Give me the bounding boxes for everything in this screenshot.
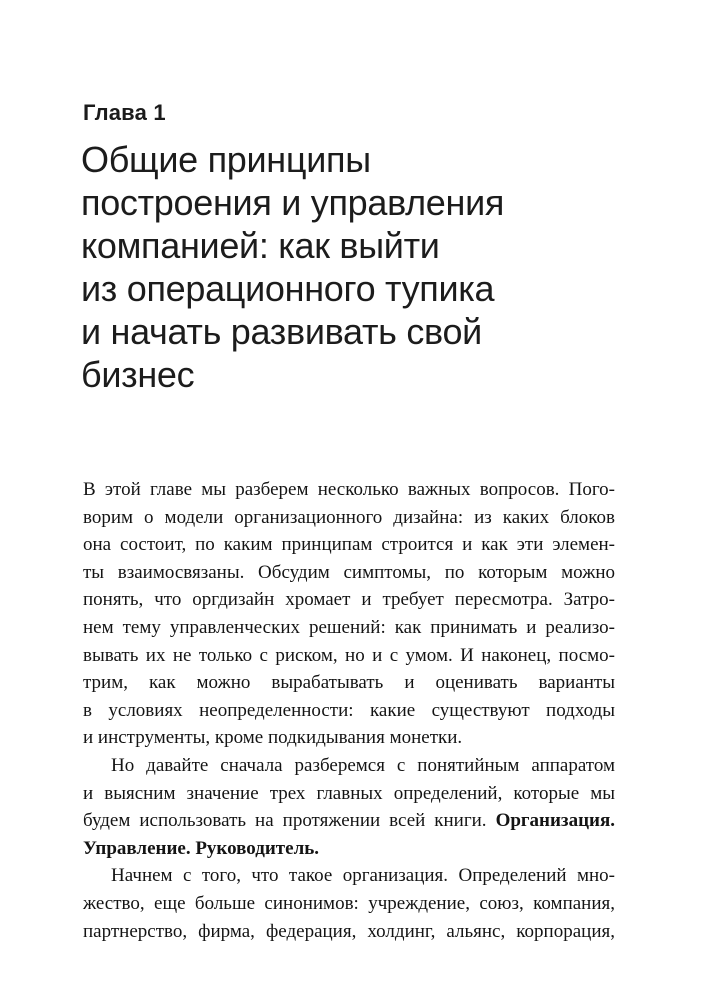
body-line: Но давайте сначала разберемся с понятийным аппаратом xyxy=(111,754,615,776)
chapter-label: Глава 1 xyxy=(83,100,166,125)
body-line: Начнем с того, что такое организация. Определений мно- xyxy=(111,865,615,887)
body-line: она состоит, по каким принципам строится и как эти элемен- xyxy=(83,534,615,556)
body-line xyxy=(83,807,615,835)
body-line: нем тему управленческих решений: как принимать и реализо- xyxy=(83,616,615,638)
body-line: ворим о модели организационного дизайна: из каких блоков xyxy=(83,506,615,528)
title-line: из операционного тупика xyxy=(81,268,495,309)
title-line: компанией: как выйти xyxy=(81,225,440,266)
body-line-text: будем использовать на протяжении всей книги. xyxy=(83,810,487,832)
body-line: трим, как можно вырабатывать и оценивать варианты xyxy=(83,672,615,694)
title-line: и начать развивать свой xyxy=(81,311,482,352)
body-line: и выясним значение трех главных определений, которые мы xyxy=(83,782,615,804)
body-line: понять, что оргдизайн хромает и требует пересмотра. Затро- xyxy=(83,589,615,611)
body-line: и инструменты, кроме подкидывания монетки. xyxy=(83,727,463,749)
body-text xyxy=(83,476,615,945)
body-line xyxy=(83,835,615,863)
body-line: жество, еще больше синонимов: учреждение, союз, компания, xyxy=(83,892,615,914)
body-line: В этой главе мы разберем несколько важных вопросов. Пого- xyxy=(83,479,615,500)
title-line: Общие принципы xyxy=(81,139,371,180)
title-line: бизнес xyxy=(81,354,195,395)
key-term-bold: Управление. Руководитель. xyxy=(83,837,320,859)
body-line: в условиях неопределенности: какие существуют подходы xyxy=(83,699,615,721)
body-line: вывать их не только с риском, но и с умом. И наконец, посмо- xyxy=(83,644,615,666)
body-line: ты взаимосвязаны. Обсудим симптомы, по которым можно xyxy=(83,561,615,583)
body-line: партнерство, фирма, федерация, холдинг, альянс, корпорация, xyxy=(83,920,615,942)
chapter-title xyxy=(81,138,504,396)
key-term-bold: Организация. xyxy=(495,810,615,832)
title-line: построения и управления xyxy=(81,182,505,223)
